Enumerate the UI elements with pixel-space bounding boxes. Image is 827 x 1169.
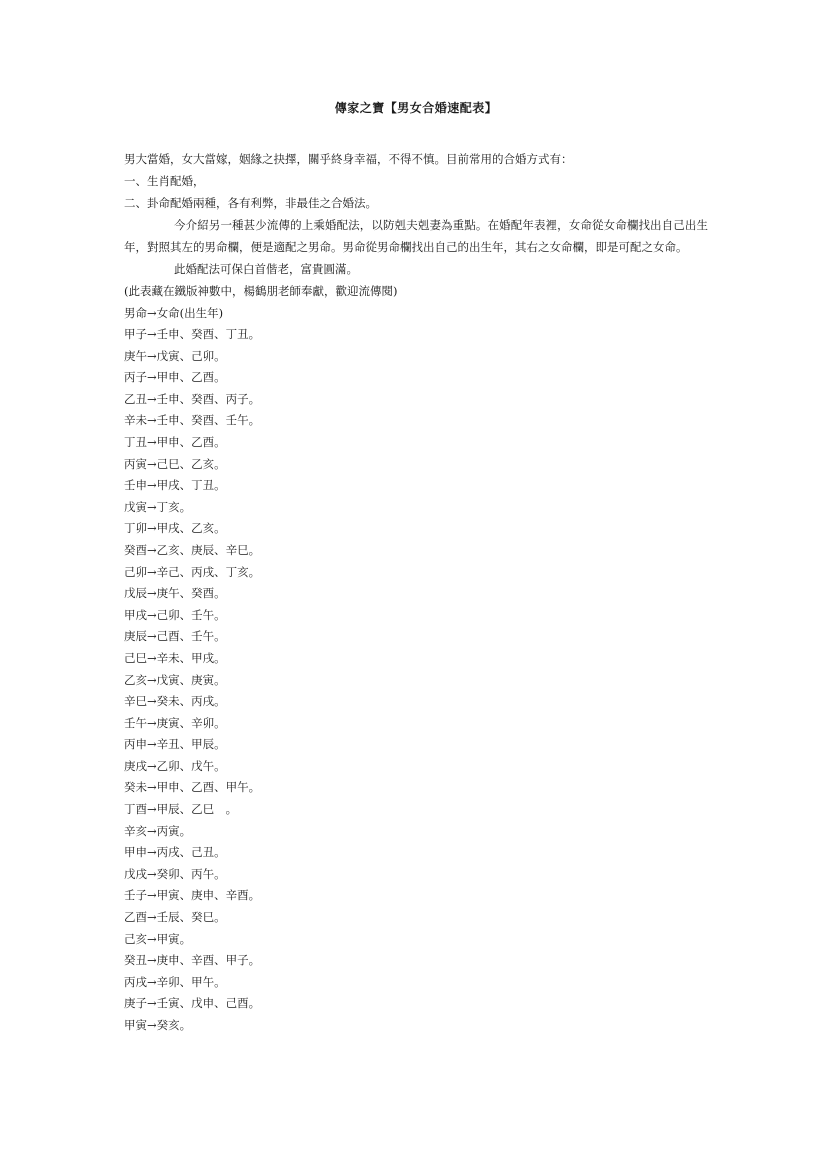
intro-line-1: 男大當婚，女大當嫁，姻緣之抉擇，關乎終身幸福，不得不慎。目前常用的合婚方式有： [124,152,573,166]
list-item: 丁丑→甲申、乙酉。 [124,434,226,449]
list-item: 乙丑→壬申、癸酉、丙子。 [124,391,261,406]
list-item: 乙酉→壬辰、癸巳。 [124,910,226,925]
document-title: 傳家之寶【男女合婚速配表】 [334,101,498,115]
list-item: 庚子→壬寅、戊申、己酉。 [124,996,261,1011]
list-item: 壬子→甲寅、庚申、辛酉。 [124,888,261,903]
list-item: 乙亥→戊寅、庚寅。 [124,672,226,687]
list-item: 庚午→戊寅、己卯。 [124,348,226,363]
intro-paragraph-method: 今介紹另一種甚少流傳的上乘婚配法，以防剋夫剋妻為重點。在婚配年表裡，女命從女命欄找出自己出生年，對照其左的男命欄，便是適配之男命。男命從男命欄找出自己的出生年，其右之女命欄，即是可配之女命。 [124,218,708,254]
list-item: 壬午→庚寅、辛卯。 [124,715,226,730]
list-item: 癸丑→庚申、辛酉、甲子。 [124,953,261,968]
list-item: 庚辰→己酉、壬午。 [124,629,226,644]
table-header: 男命→女命(出生年) [124,306,224,320]
source-note: (此表藏在鐵版神數中，楊鶴朋老師奉獻，歡迎流傳閱) [124,284,398,298]
intro-line-3: 二、卦命配婚兩種，各有利弊，非最佳之合婚法。 [124,196,377,210]
intro-paragraph-blessing: 此婚配法可保白首偕老，富貴圓滿。 [174,262,358,276]
list-item: 甲申→丙戌、己丑。 [124,845,226,860]
list-item: 丁酉→甲辰、乙巳 。 [124,802,238,817]
list-item: 癸酉→乙亥、庚辰、辛巳。 [124,542,261,557]
list-item: 壬申→甲戌、丁丑。 [124,478,226,493]
list-item: 己巳→辛未、甲戌。 [124,650,226,665]
list-item: 丙申→辛丑、甲辰。 [124,737,226,752]
list-item: 戊辰→庚午、癸酉。 [124,586,226,601]
list-item: 辛巳→癸未、丙戌。 [124,694,226,709]
list-item: 庚戌→乙卯、戊午。 [124,758,226,773]
list-item: 甲寅→癸亥。 [124,1018,192,1032]
list-item: 戊戌→癸卯、丙午。 [124,866,226,881]
list-item: 辛未→壬申、癸酉、壬午。 [124,413,261,428]
list-item: 癸未→甲申、乙酉、甲午。 [124,780,261,795]
list-item: 丙戌→辛卯、甲午。 [124,974,226,989]
list-item: 甲戌→己卯、壬午。 [124,607,226,622]
list-item: 辛亥→丙寅。 [124,823,192,838]
list-item: 甲子→壬申、癸酉、丁丑。 [124,327,261,341]
list-item: 己亥→甲寅。 [124,931,192,946]
list-item: 丁卯→甲戌、乙亥。 [124,521,226,536]
intro-line-2: 一、生肖配婚， [124,174,205,188]
list-item: 己卯→辛己、丙戌、丁亥。 [124,564,261,579]
document-page [124,98,708,1037]
list-item: 丙子→甲申、乙酉。 [124,370,226,385]
list-item: 戊寅→丁亥。 [124,499,192,514]
match-list [124,324,708,1037]
list-item: 丙寅→己巳、乙亥。 [124,456,226,471]
